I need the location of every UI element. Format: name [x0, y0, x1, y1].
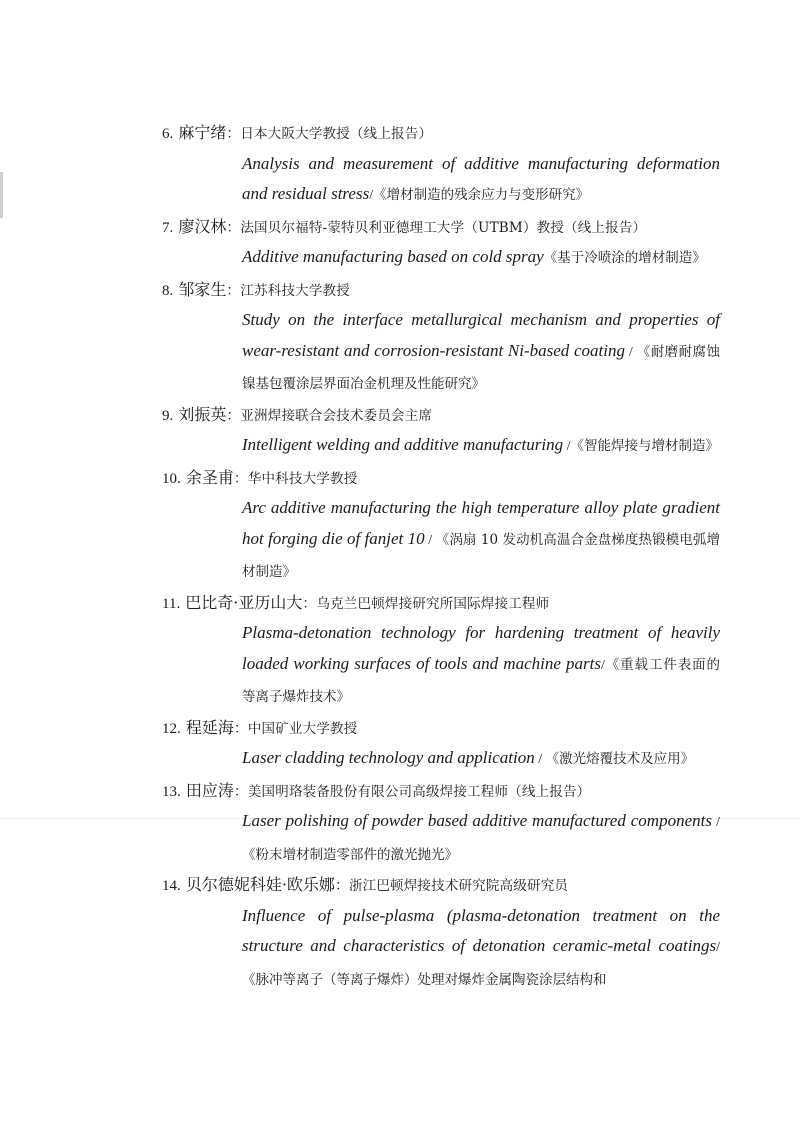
speaker-heading [162, 118, 722, 149]
name-colon: ： [226, 126, 241, 142]
speaker-list [162, 118, 722, 995]
entry-number: 10. [162, 470, 181, 487]
talk-title-en: Influence of pulse-plasma (plasma-detonation treatment on the structure and characteristics of detonation ceramic-metal coatings [242, 905, 720, 955]
talk-title-en: Analysis and measurement of additive manufacturing deformation and residual stress [242, 153, 720, 203]
speaker-affiliation: 华中科技大学教授 [247, 470, 358, 487]
speaker-affiliation: 江苏科技大学教授 [240, 282, 350, 299]
speaker-heading [162, 776, 722, 807]
talk-title [242, 901, 720, 996]
name-colon: ： [233, 783, 248, 800]
talk-title-zh: 《耐磨耐腐蚀镍基包覆涂层界面冶金机理及性能研究》 [242, 343, 720, 392]
speaker-name: 巴比奇·亚历山大 [185, 592, 303, 612]
speaker-entry [162, 713, 722, 776]
name-colon: ： [226, 282, 241, 299]
talk-title-en: Arc additive manufacturing the high temperature alloy plate gradient hot forging die of fanjet 10 [242, 498, 720, 548]
speaker-entry [162, 588, 722, 713]
entry-number: 11. [162, 595, 181, 612]
talk-title-zh: 《重载工件表面的等离子爆炸技术》 [242, 656, 721, 705]
speaker-heading [162, 870, 722, 901]
talk-title [242, 149, 720, 212]
title-separator: / [624, 344, 637, 360]
speaker-entry [162, 118, 722, 212]
talk-title-zh: 《基于冷喷涂的增材制造》 [543, 250, 706, 266]
entry-number: 7. [162, 219, 174, 236]
talk-title-zh: 《增材制造的残余应力与变形研究》 [373, 187, 590, 203]
talk-title [242, 305, 720, 400]
entry-number: 8. [162, 282, 174, 299]
speaker-name: 贝尔德妮科娃·欧乐娜 [185, 875, 335, 894]
speaker-entry [162, 776, 722, 871]
talk-title [242, 242, 720, 275]
entry-number: 12. [162, 720, 181, 737]
speaker-heading [162, 588, 722, 619]
name-colon: ： [233, 470, 248, 487]
talk-title-en: Laser cladding technology and application [242, 748, 535, 767]
entry-number: 6. [162, 126, 174, 142]
speaker-name: 刘振英 [178, 404, 227, 424]
talk-title-en: Study on the interface metallurgical mechanism and properties of wear-resistant and corrosion-resistant Ni-based coating [242, 310, 720, 360]
speaker-entry [162, 870, 722, 995]
speaker-affiliation: 浙江巴顿焊接技术研究院高级研究员 [348, 878, 569, 894]
scan-edge-mark [0, 172, 3, 218]
speaker-affiliation: 中国矿业大学教授 [247, 720, 358, 737]
speaker-name: 麻宁绪 [178, 123, 227, 142]
name-colon: ： [302, 595, 317, 612]
speaker-heading [162, 400, 722, 431]
talk-title-en: Plasma-detonation technology for hardening treatment of heavily loaded working surfaces of tools and machine parts [242, 623, 720, 673]
speaker-heading [162, 212, 722, 243]
talk-title-zh: 《智能焊接与增材制造》 [570, 438, 719, 454]
speaker-entry [162, 400, 722, 463]
title-separator: / [424, 532, 436, 548]
entry-number: 14. [162, 878, 181, 894]
speaker-heading [162, 463, 722, 494]
speaker-name: 程延海 [185, 717, 234, 737]
speaker-affiliation: 乌克兰巴顿焊接研究所国际焊接工程师 [316, 595, 550, 612]
name-colon: ： [226, 407, 241, 424]
entry-number: 13. [162, 783, 181, 800]
speaker-entry [162, 212, 722, 275]
speaker-heading [162, 275, 722, 306]
talk-title [242, 493, 720, 588]
talk-title-zh: 《激光熔覆技术及应用》 [545, 751, 695, 767]
speaker-affiliation: 日本大阪大学教授（线上报告） [240, 126, 433, 142]
speaker-affiliation: 法国贝尔福特-蒙特贝利亚德理工大学（UTBM）教授（线上报告） [240, 219, 647, 236]
talk-title-en: Laser polishing of powder based additive manufactured components [242, 811, 712, 830]
talk-title-zh: 《涡扇 10 发动机高温合金盘梯度热锻模电弧增材制造》 [242, 531, 720, 580]
speaker-entry [162, 463, 722, 588]
title-separator: / [716, 940, 720, 955]
speaker-name: 邹家生 [178, 279, 227, 299]
name-colon: ： [226, 219, 241, 236]
name-colon: ： [233, 720, 248, 737]
title-separator: / [369, 188, 374, 203]
speaker-name: 廖汉林 [178, 216, 227, 236]
talk-title-en: Intelligent welding and additive manufacturing [242, 435, 564, 454]
title-separator: / [563, 439, 571, 454]
speaker-affiliation: 美国明珞装备股份有限公司高级焊接工程师（线上报告） [247, 783, 591, 800]
speaker-name: 余圣甫 [185, 467, 234, 487]
talk-title-zh: 《脉冲等离子（等离子爆炸）处理对爆炸金属陶瓷涂层结构和 [242, 971, 607, 988]
speaker-entry [162, 275, 722, 400]
speaker-name: 田应涛 [185, 780, 234, 800]
title-separator: / [600, 657, 605, 673]
talk-title [242, 806, 720, 870]
talk-title [242, 618, 720, 713]
speaker-heading [162, 713, 722, 744]
talk-title [242, 743, 720, 776]
title-separator: / [534, 752, 546, 767]
talk-title-en: Additive manufacturing based on cold spray [242, 247, 544, 266]
speaker-affiliation: 亚洲焊接联合会技术委员会主席 [240, 407, 433, 424]
title-separator: / [711, 815, 721, 830]
talk-title-zh: 《粉末增材制造零部件的激光抛光》 [242, 846, 458, 863]
name-colon: ： [334, 878, 349, 894]
talk-title [242, 430, 720, 463]
entry-number: 9. [162, 407, 174, 424]
